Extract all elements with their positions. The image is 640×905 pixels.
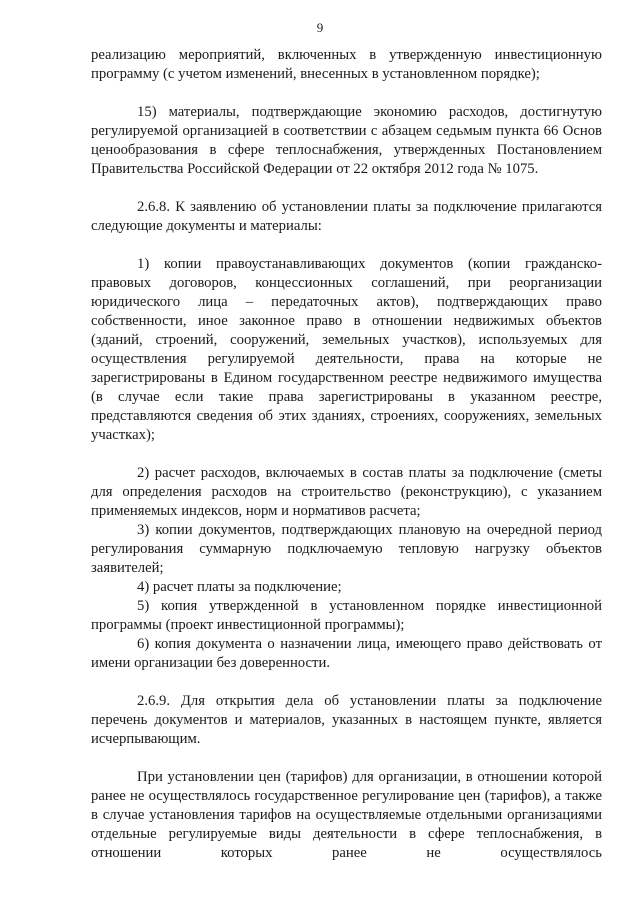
paragraph-investment-program-end: реализацию мероприятий, включенных в утвержденную инвестиционную программу (с учетом изменений, внесенных в установленном порядке); bbox=[91, 47, 602, 82]
list-item-2: 2) расчет расходов, включаемых в состав платы за подключение (сметы для определения расходов на строительство (реконструкцию), с указанием применяемых индексов, норм и нормативов расчета; bbox=[91, 465, 602, 519]
list-item-6: 6) копия документа о назначении лица, имеющего право действовать от имени организации без доверенности. bbox=[91, 636, 602, 671]
document-body bbox=[91, 46, 602, 863]
list-item-1: 1) копии правоустанавливающих документов (копии гражданско-правовых договоров, концессионных соглашений, при реорганизации юридического лица – передаточных актов), подтверждающих право собственности, иное законное право в отношении недвижимых объектов (зданий, строений, сооружений, земельных участков), используемых для осуществления регулируемой деятельности, права на которые не зарегистрированы в Едином государственном реестре недвижимого имущества (в случае если такие права зарегистрированы в указанном реестре, представляются сведения об этих зданиях, строениях, сооружениях, земельных участках); bbox=[91, 256, 602, 443]
paragraph-section-2-6-9: 2.6.9. Для открытия дела об установлении платы за подключение перечень документов и материалов, указанных в настоящем пункте, является исчерпывающим. bbox=[91, 693, 602, 747]
list-item-3: 3) копии документов, подтверждающих плановую на очередной период регулирования суммарную подключаемую тепловую нагрузку объектов заявителей; bbox=[91, 522, 602, 576]
list-item-4: 4) расчет платы за подключение; bbox=[137, 579, 342, 595]
paragraph-tariff-establishment: При установлении цен (тарифов) для организации, в отношении которой ранее не осуществлялось государственное регулирование цен (тарифов), а также в случае установления тарифов на осуществляемые отдельными организациями отдельные регулируемые виды деятельности в сфере теплоснабжения, в отношении которых ранее не осуществлялось bbox=[91, 769, 602, 861]
page-number: 9 bbox=[316, 20, 324, 35]
paragraph-section-2-6-8: 2.6.8. К заявлению об установлении платы за подключение прилагаются следующие документы и материалы: bbox=[91, 199, 602, 234]
paragraph-item-15: 15) материалы, подтверждающие экономию расходов, достигнутую регулируемой организацией в соответствии с абзацем седьмым пункта 66 Основ ценообразования в сфере теплоснабжения, утвержденных Постановлением Правительства Российской Федерации от 22 октября 2012 года № 1075. bbox=[91, 104, 602, 177]
list-item-5: 5) копия утвержденной в установленном порядке инвестиционной программы (проект инвестиционной программы); bbox=[91, 598, 602, 633]
